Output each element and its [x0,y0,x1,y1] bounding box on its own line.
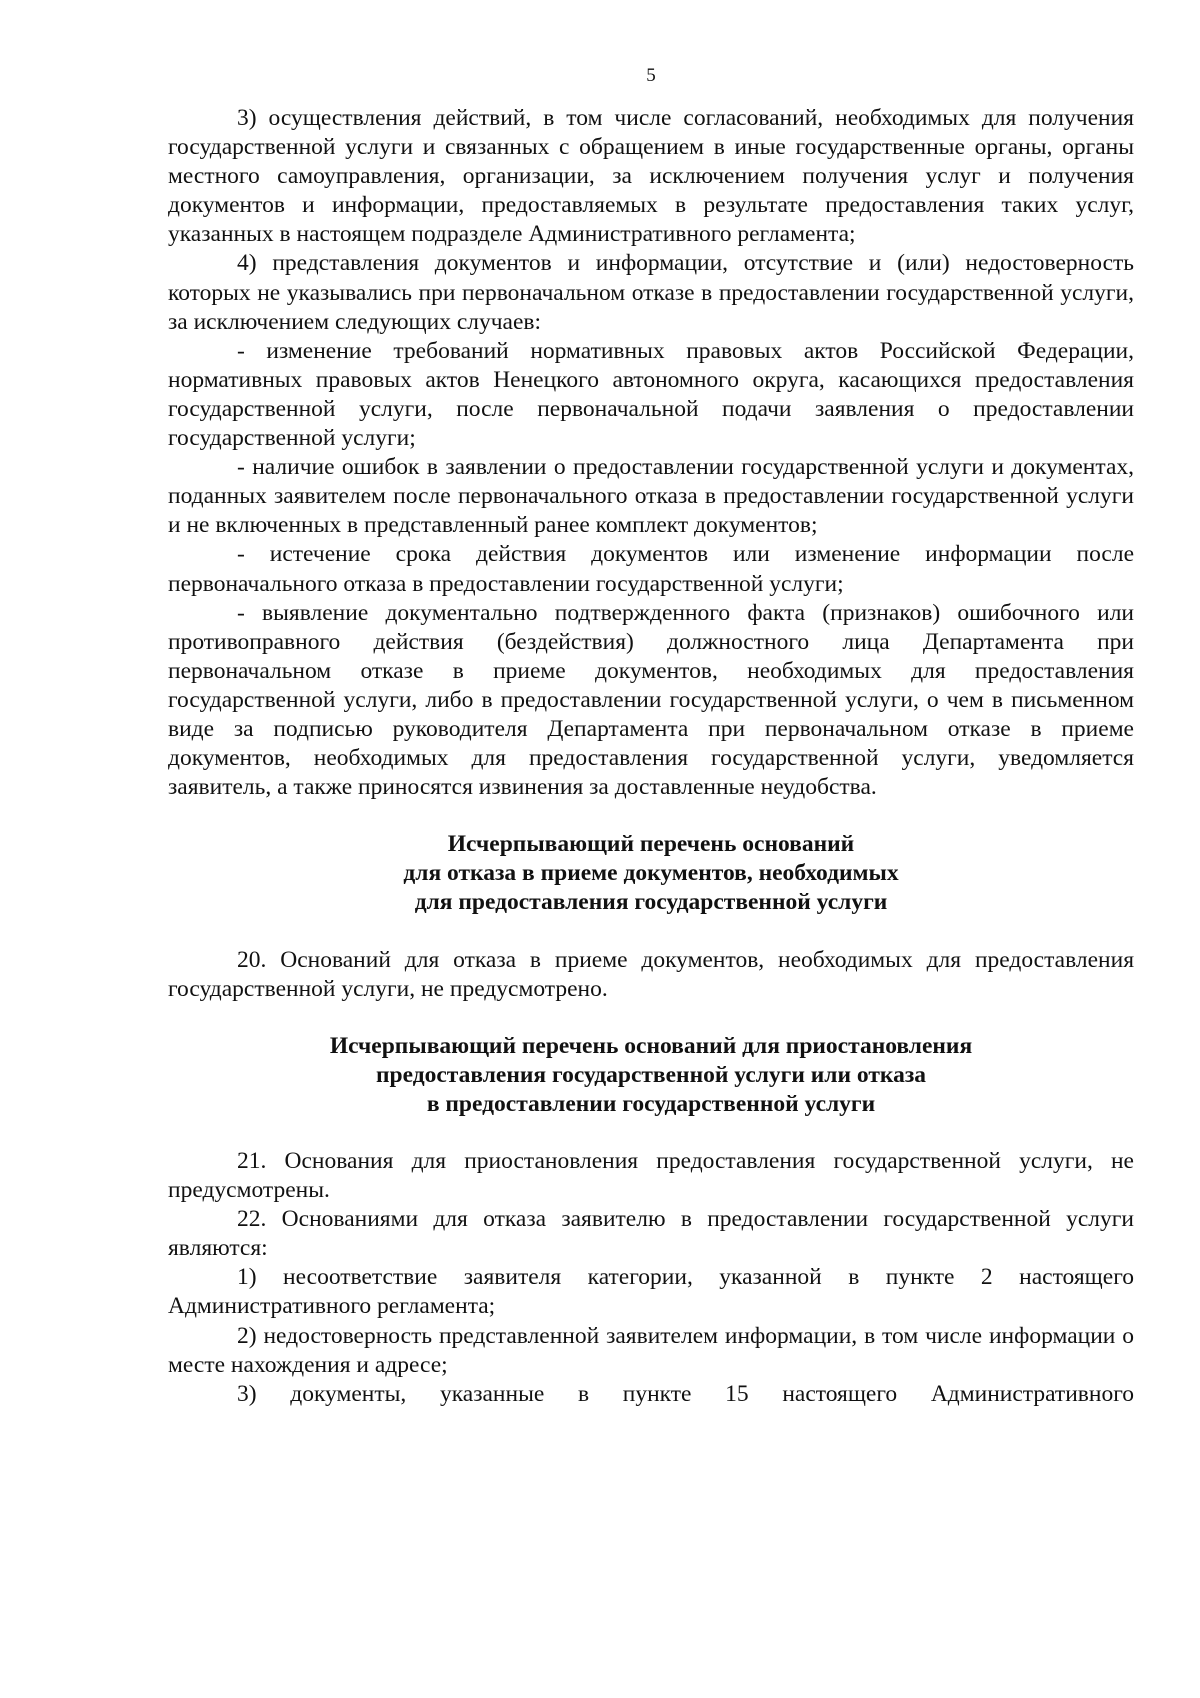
heading-line: Исчерпывающий перечень оснований [447,831,855,858]
list-item-requirements-change: - изменение требований нормативных правовых актов Российской Федерации, нормативных правовых актов Ненецкого автономного округа, касающихся предоставления государственной услуги, после первоначальной подачи заявления о предоставлении государственной услуги; [168,337,1134,452]
paragraph-item-4: 4) представления документов и информации, отсутствие и (или) недостоверность которых не указывались при первоначальном отказе в предоставлении государственной услуги, за исключением следующих случаев: [168,250,1134,335]
heading-line: Исчерпывающий перечень оснований для приостановления [329,1032,973,1059]
list-item-erroneous-action: - выявление документально подтвержденного факта (признаков) ошибочного или противоправного действия (бездействия) должностного лица Департамента при первоначальном отказе в приеме документов, необходимых для предоставления государственной услуги, либо в предоставлении государственной услуги, о чем в письменном виде за подписью руководителя Департамента при первоначальном отказе в приеме документов, необходимых для предоставления государственной услуги, уведомляется заявитель, а также приносятся извинения за доставленные неудобства. [168,599,1134,801]
paragraph-20: 20. Оснований для отказа в приеме документов, необходимых для предоставления государственной услуги, не предусмотрено. [168,946,1134,1002]
heading-line: для предоставления государственной услуги [414,889,888,916]
heading-line: для отказа в приеме документов, необходимых [403,860,899,887]
list-item-expiry: - истечение срока действия документов или изменение информации после первоначального отказа в предоставлении государственной услуги; [168,541,1134,597]
section-heading-refusal-acceptance [168,830,1134,917]
paragraph-21: 21. Основания для приостановления предоставления государственной услуги, не предусмотрены. [168,1148,1134,1204]
list-item-errors: - наличие ошибок в заявлении о предоставлении государственной услуги и документах, поданных заявителем после первоначального отказа в предоставлении государственной услуги и не включенных в представленный ранее комплект документов; [168,454,1134,539]
paragraph-item-3: 3) осуществления действий, в том числе согласований, необходимых для получения государственной услуги и связанных с обращением в иные государственные органы, органы местного самоуправления, организации, за исключением получения услуг и получения документов и информации, предоставляемых в результате предоставления таких услуг, указанных в настоящем подразделе Административного регламента; [168,105,1134,248]
section-heading-suspension-refusal [168,1032,1134,1119]
paragraph-22-item-1: 1) несоответствие заявителя категории, указанной в пункте 2 настоящего Административного регламента; [168,1264,1134,1320]
paragraph-22-item-3: 3) документы, указанные в пункте 15 настоящего Административного [237,1380,1134,1407]
paragraph-22: 22. Основаниями для отказа заявителю в предоставлении государственной услуги являются: [168,1206,1134,1262]
heading-line: в предоставлении государственной услуги [426,1090,876,1117]
paragraph-22-item-2: 2) недостоверность представленной заявителем информации, в том числе информации о месте нахождения и адресе; [168,1322,1134,1378]
heading-line: предоставления государственной услуги или отказа [375,1061,927,1088]
page-number: 5 [646,65,656,86]
document-body [168,104,1134,1409]
